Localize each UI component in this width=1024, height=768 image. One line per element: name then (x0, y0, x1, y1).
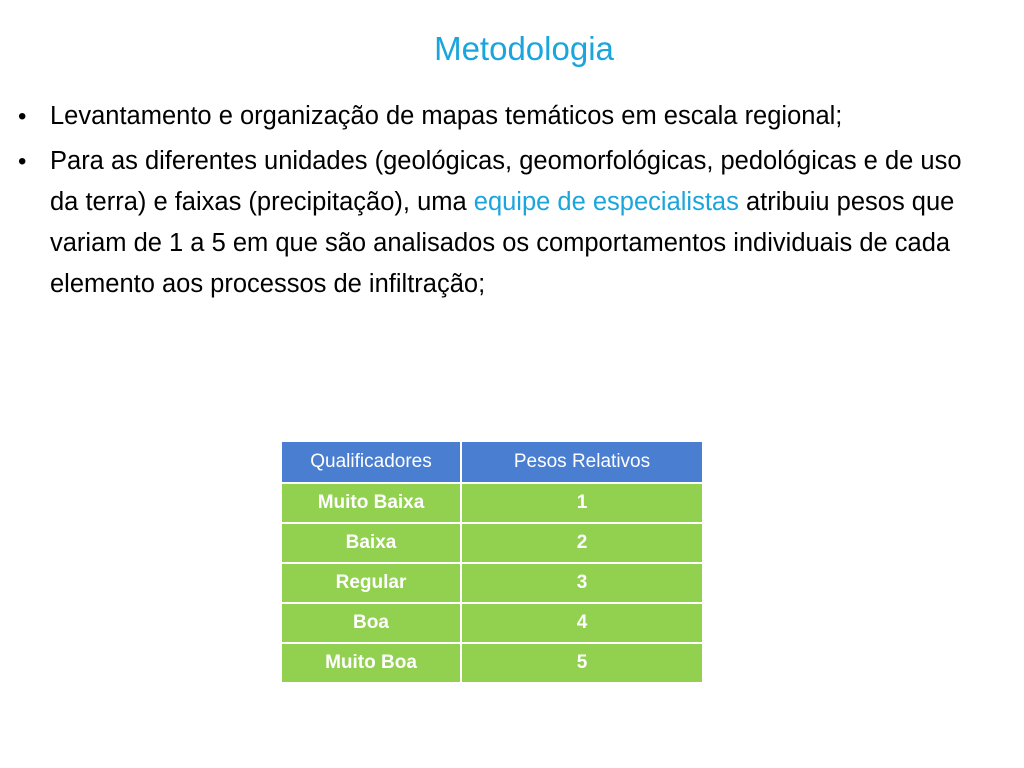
table-cell-qualifier: Boa (281, 603, 461, 643)
column-header-qualificadores: Qualificadores (281, 441, 461, 483)
table-cell-weight: 4 (461, 603, 703, 643)
bullet-text-start: Para as diferentes unidades (geológicas, geomorfológicas, pedológicas e de uso da terra) e faixas (precipitação), uma (50, 147, 962, 216)
table-header-row (281, 441, 703, 483)
table-cell-qualifier: Baixa (281, 523, 461, 563)
bullet-dot-icon: • (18, 103, 27, 130)
bullet-dot-icon: • (18, 148, 27, 175)
table-row (281, 603, 703, 643)
table-cell-qualifier: Muito Boa (281, 643, 461, 683)
table-row (281, 643, 703, 683)
bullet-item-1 (16, 96, 976, 137)
bullet-item-2 (16, 141, 976, 305)
table-cell-weight: 5 (461, 643, 703, 683)
bullet-list (16, 96, 976, 309)
table-row (281, 523, 703, 563)
slide-title: Metodologia (434, 30, 614, 67)
highlighted-term: equipe de especialistas (473, 188, 739, 216)
table-cell-weight: 2 (461, 523, 703, 563)
weights-table (280, 440, 704, 684)
table-cell-qualifier: Regular (281, 563, 461, 603)
bullet-text-end: atribuiu pesos que variam de 1 a 5 em que são analisados os comportamentos individuais de cada elemento aos processos de infiltração; (50, 188, 955, 298)
table-row (281, 563, 703, 603)
table-row (281, 483, 703, 523)
column-header-pesos: Pesos Relativos (461, 441, 703, 483)
bullet-text: Levantamento e organização de mapas temáticos em escala regional; (50, 102, 843, 130)
table-cell-weight: 1 (461, 483, 703, 523)
table-cell-qualifier: Muito Baixa (281, 483, 461, 523)
table-cell-weight: 3 (461, 563, 703, 603)
